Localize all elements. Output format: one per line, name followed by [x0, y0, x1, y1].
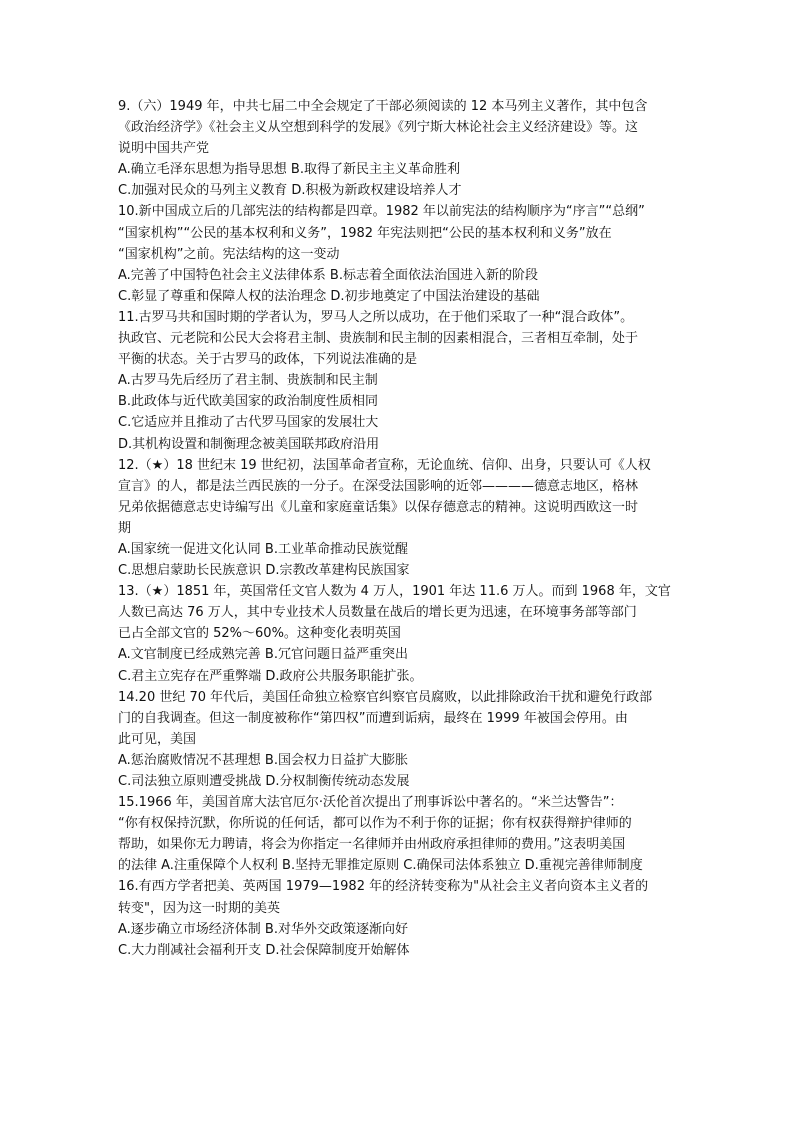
- text-line: C.司法独立原则遭受挑战 D.分权制衡传统动态发展: [118, 774, 410, 789]
- text-line: A.完善了中国特色社会主义法律体系 B.标志着全面依法治国进入新的阶段: [118, 267, 538, 283]
- text-line: 宣言》的人，都是法兰西民族的一分子。在深受法国影响的近邻————德意志地区，格林: [118, 478, 639, 494]
- text-line: 9.（六）1949 年，中共七届二中全会规定了干部必须阅读的 12 本马列主义著作，其中包含: [118, 99, 648, 114]
- text-line: 门的自我调查。但这一制度被称作“第四权”而遭到诟病，最终在 1999 年被国会停用。由: [118, 710, 628, 726]
- text-line: C.加强对民众的马列主义教育 D.积极为新政权建设培养人才: [118, 183, 462, 199]
- text-line: 执政官、元老院和公民大会将君主制、贵族制和民主制的因素相混合，三者相互牵制，处于: [118, 331, 639, 347]
- text-line: A.古罗马先后经历了君主制、贵族制和民主制: [118, 373, 378, 389]
- text-line: 帮助，如果你无力聘请，将会为你指定一名律师并由州政府承担律师的费用。”这表明美国: [118, 837, 626, 853]
- text-line: B.此政体与近代欧美国家的政治制度性质相同: [118, 394, 379, 410]
- text-line: 《政治经济学》《社会主义从空想到科学的发展》《列宁斯大林论社会主义经济建设》等。这: [118, 120, 639, 136]
- text-line: 兄弟依据德意志史诗编写出《儿童和家庭童话集》以保存德意志的精神。这说明西欧这一时: [118, 499, 639, 515]
- text-line: A.惩治腐败情况不甚理想 B.国会权力日益扩大膨胀: [118, 752, 408, 768]
- text-line: 人数已高达 76 万人，其中专业技术人员数量在战后的增长更为迅速，在环境事务部等部门: [118, 605, 637, 621]
- text-line: A.逐步确立市场经济体制 B.对华外交政策逐渐向好: [118, 921, 408, 937]
- text-line: “你有权保持沉默，你所说的任何话，都可以作为不利于你的证据；你有权获得辩护律师的: [118, 816, 632, 832]
- text-line: C.大力削减社会福利开支 D.社会保障制度开始解体: [118, 942, 410, 958]
- text-line: A.文官制度已经成熟完善 B.冗官问题日益严重突出: [118, 647, 408, 663]
- text-line: 的法律 A.注重保障个人权利 B.坚持无罪推定原则 C.确保司法体系独立 D.重视完善律师制度: [118, 858, 643, 874]
- text-line: “国家机构”之前。宪法结构的这一变动: [118, 246, 340, 262]
- text-line: 说明中国共产党: [118, 141, 210, 157]
- text-line: A.确立毛泽东思想为指导思想 B.取得了新民主主义革命胜利: [118, 162, 460, 178]
- text-line: C.彰显了尊重和保障人权的法治理念 D.初步地奠定了中国法治建设的基础: [118, 288, 540, 304]
- text-line: 转变"，因为这一时期的美英: [118, 900, 280, 916]
- text-line: 期: [118, 520, 132, 536]
- text-line: 10.新中国成立后的几部宪法的结构都是四章。1982 年以前宪法的结构顺序为“序言”“总纲”: [118, 204, 645, 220]
- text-line: C.它适应并且推动了古代罗马国家的发展壮大: [118, 415, 379, 431]
- text-line: 15.1966 年，美国首席大法官厄尔·沃伦首次提出了刑事诉讼中著名的。“米兰达警告”：: [118, 795, 623, 811]
- exam-page: [118, 96, 682, 961]
- text-line: 13.（★）1851 年，英国常任文官人数为 4 万人，1901 年达 11.6 万人。而到 1968 年，文官: [118, 584, 671, 600]
- text-line: A.国家统一促进文化认同 B.工业革命推动民族觉醒: [118, 541, 408, 557]
- text-line: 11.古罗马共和国时期的学者认为，罗马人之所以成功，在于他们采取了一种“混合政体”。: [118, 309, 634, 325]
- text-line: 此可见，美国: [118, 731, 197, 747]
- text-line: 平衡的状态。关于古罗马的政体，下列说法准确的是: [118, 352, 418, 368]
- text-line: C.君主立宪存在严重弊端 D.政府公共服务职能扩张。: [118, 668, 423, 684]
- text-line: D.其机构设置和制衡理念被美国联邦政府沿用: [118, 436, 380, 452]
- text-line: C.思想启蒙助长民族意识 D.宗教改革建构民族国家: [118, 563, 410, 579]
- text-line: 已占全部文官的 52%～60%。这种变化表明英国: [118, 626, 401, 642]
- text-line: “国家机构”“公民的基本权利和义务”，1982 年宪法则把“公民的基本权利和义务”放在: [118, 225, 612, 241]
- text-line: 12.（★）18 世纪末 19 世纪初，法国革命者宣称，无论血统、信仰、出身，只要认可《人权: [118, 457, 651, 473]
- text-line: 14.20 世纪 70 年代后，美国任命独立检察官纠察官员腐败，以此排除政治干扰和避免行政部: [118, 689, 653, 705]
- text-line: 16.有西方学者把美、英两国 1979—1982 年的经济转变称为"从社会主义者向资本主义者的: [118, 879, 649, 895]
